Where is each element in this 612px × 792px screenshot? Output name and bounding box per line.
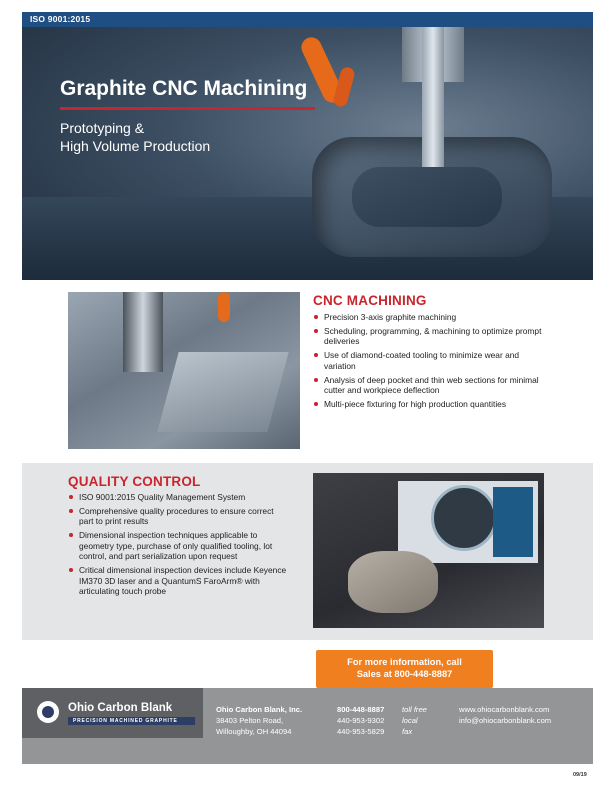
hero-subtitle-line1: Prototyping &: [60, 120, 145, 136]
top-banner: [22, 12, 593, 27]
footer-address-line1: 38403 Pelton Road,: [216, 716, 284, 725]
hero-subtitle: [60, 119, 210, 155]
hero-spindle-graphic: [422, 27, 444, 167]
footer-address-line2: Willoughby, OH 44094: [216, 727, 292, 736]
quality-bullet-list: [68, 492, 290, 600]
quality-inspection-photo: [313, 473, 544, 628]
list-item: Comprehensive quality procedures to ensure correct part to print results: [68, 506, 290, 527]
cta-line1: For more information, call: [347, 657, 462, 667]
inspection-part-image: [431, 485, 497, 551]
cnc-photo-workpiece: [157, 352, 288, 432]
list-item: Analysis of deep pocket and thin web sections for minimal cutter and workpiece deflection: [313, 375, 545, 396]
footer-label-tollfree: toll free: [402, 705, 427, 714]
cnc-section-title: CNC MACHINING: [313, 293, 427, 308]
footer-website-link[interactable]: www.ohiocarbonblank.com: [459, 705, 550, 714]
cta-line2: Sales at 800-448-8887: [356, 669, 453, 679]
footer-company-name: Ohio Carbon Blank, Inc.: [216, 705, 303, 714]
document-date: 09/19: [573, 772, 587, 778]
footer-label-fax: fax: [402, 727, 413, 736]
hero-image: [22, 27, 593, 280]
list-item: Multi-piece fixturing for high production quantities: [313, 399, 545, 409]
footer-email-link[interactable]: info@ohiocarbonblank.com: [459, 716, 552, 725]
hero-title-rule: [60, 107, 315, 110]
list-item: Scheduling, programming, & machining to optimize prompt deliveries: [313, 326, 545, 347]
cnc-photo-nozzle: [218, 292, 230, 322]
logo-name: Ohio Carbon Blank: [68, 702, 173, 714]
cnc-photo-cutter: [123, 292, 163, 372]
list-item: Use of diamond-coated tooling to minimize wear and variation: [313, 350, 545, 371]
footer-label-local: local: [402, 716, 418, 725]
iso-badge: ISO 9001:2015: [30, 14, 91, 24]
inspection-readout-panel: [493, 487, 533, 557]
hero-subtitle-line2: High Volume Production: [60, 138, 211, 154]
hero-coolant-nozzle-2-graphic: [332, 66, 356, 108]
logo-tagline-bar: [68, 717, 195, 725]
logo-mark-icon: [37, 701, 59, 723]
list-item: Critical dimensional inspection devices include Keyence IM370 3D laser and a QuantumS FaroArm® with articulating touch probe: [68, 565, 290, 596]
quality-section-title: QUALITY CONTROL: [68, 474, 201, 489]
footer-phone-tollfree[interactable]: 800-448-8887: [337, 705, 385, 714]
hero-title: Graphite CNC Machining: [60, 77, 308, 100]
contact-sales-callout[interactable]: [316, 650, 493, 688]
cnc-bullet-list: [313, 312, 545, 413]
company-logo: [22, 688, 203, 738]
footer-phone-local[interactable]: 440-953-9302: [337, 716, 385, 725]
list-item: Dimensional inspection techniques applicable to geometry type, purchase of only qualified tooling, lot control, and part serialization upon request: [68, 530, 290, 561]
cnc-machining-photo: [68, 292, 300, 449]
list-item: Precision 3-axis graphite machining: [313, 312, 545, 322]
footer-phone-fax: 440-953-5829: [337, 727, 385, 736]
logo-tagline: PRECISION MACHINED GRAPHITE: [73, 718, 178, 724]
graphite-part-photo: [348, 551, 438, 613]
hero-pocket-inner-graphic: [352, 167, 502, 227]
list-item: ISO 9001:2015 Quality Management System: [68, 492, 290, 502]
